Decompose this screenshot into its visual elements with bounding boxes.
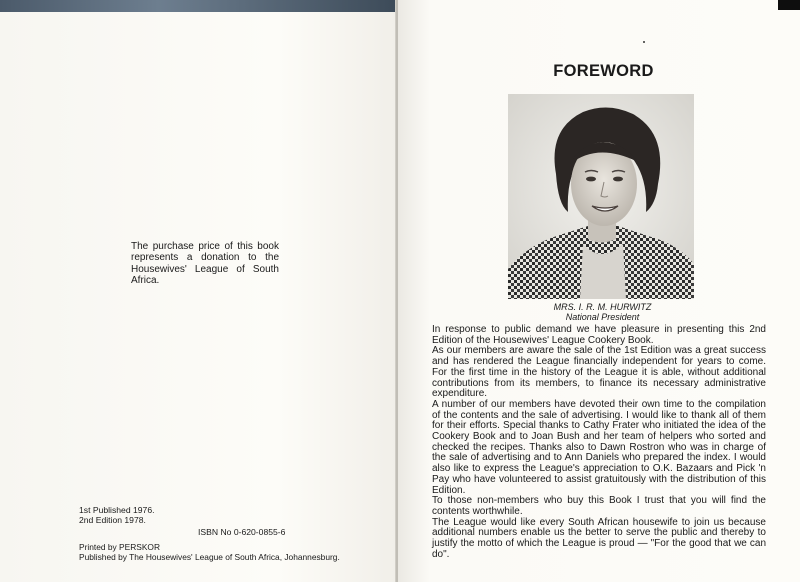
printed-by: Printed by PERSKOR (79, 542, 160, 552)
paragraph: In response to public demand we have pleasure in presenting this 2nd Edition of the Housewives' League Cookery Book. (432, 324, 766, 346)
left-eye (586, 177, 596, 182)
portrait-photo (508, 94, 694, 299)
isbn: ISBN No 0-620-0855-6 (198, 527, 286, 537)
second-edition: 2nd Edition 1978. (79, 515, 146, 525)
cover-edge (0, 0, 396, 12)
published-by: Published by The Housewives' League of South Africa, Johannesburg. (79, 552, 340, 562)
left-page (0, 0, 396, 582)
foreword-body (432, 325, 766, 560)
page-title: FOREWORD (553, 62, 654, 80)
purchase-note: The purchase price of this book represents a donation to the Housewives' League of South Africa. (131, 241, 279, 287)
paragraph: To those non-members who buy this Book I trust that you will find the contents worthwhile. (432, 495, 766, 517)
paragraph: A number of our members have devoted their own time to the compilation of the contents and the sale of advertising. I would like to thank all of them for their efforts. Special thanks to Cathy Frater who initiated the idea of the Cookery Book and to Joan Bush and her team of helpers who sorted and checked the recipes. Thanks also to Dawn Rostron who was in charge of the sale of advertising and to Ann Daniels who prepared the index. I would also like to express the League's appreciation to O.K. Bazaars and Pick 'n Pay who have volunteered to assist gratuitously with the distribution of this Edition. (432, 398, 766, 496)
first-published: 1st Published 1976. (79, 505, 155, 515)
cover-edge-right (778, 0, 800, 10)
publication-history (79, 505, 155, 525)
printer-publisher (79, 542, 340, 562)
paragraph: The League would like every South African housewife to join us because additional numbers enable us the better to serve the public and thereby to justify the motto of which the League is proud — "For the good that we can do". (432, 516, 766, 560)
right-eye (613, 177, 623, 182)
photo-caption (520, 302, 685, 322)
caption-role: National President (565, 312, 640, 322)
caption-name: MRS. I. R. M. HURWITZ (553, 302, 652, 312)
print-speck (643, 41, 645, 43)
paragraph: As our members are aware the sale of the 1st Edition was a great success and has rendered the League financially independent for years to come. For the first time in the history of the League it is able, without additional contributions from its members, to finance its necessary administrative expenditure. (432, 345, 766, 400)
